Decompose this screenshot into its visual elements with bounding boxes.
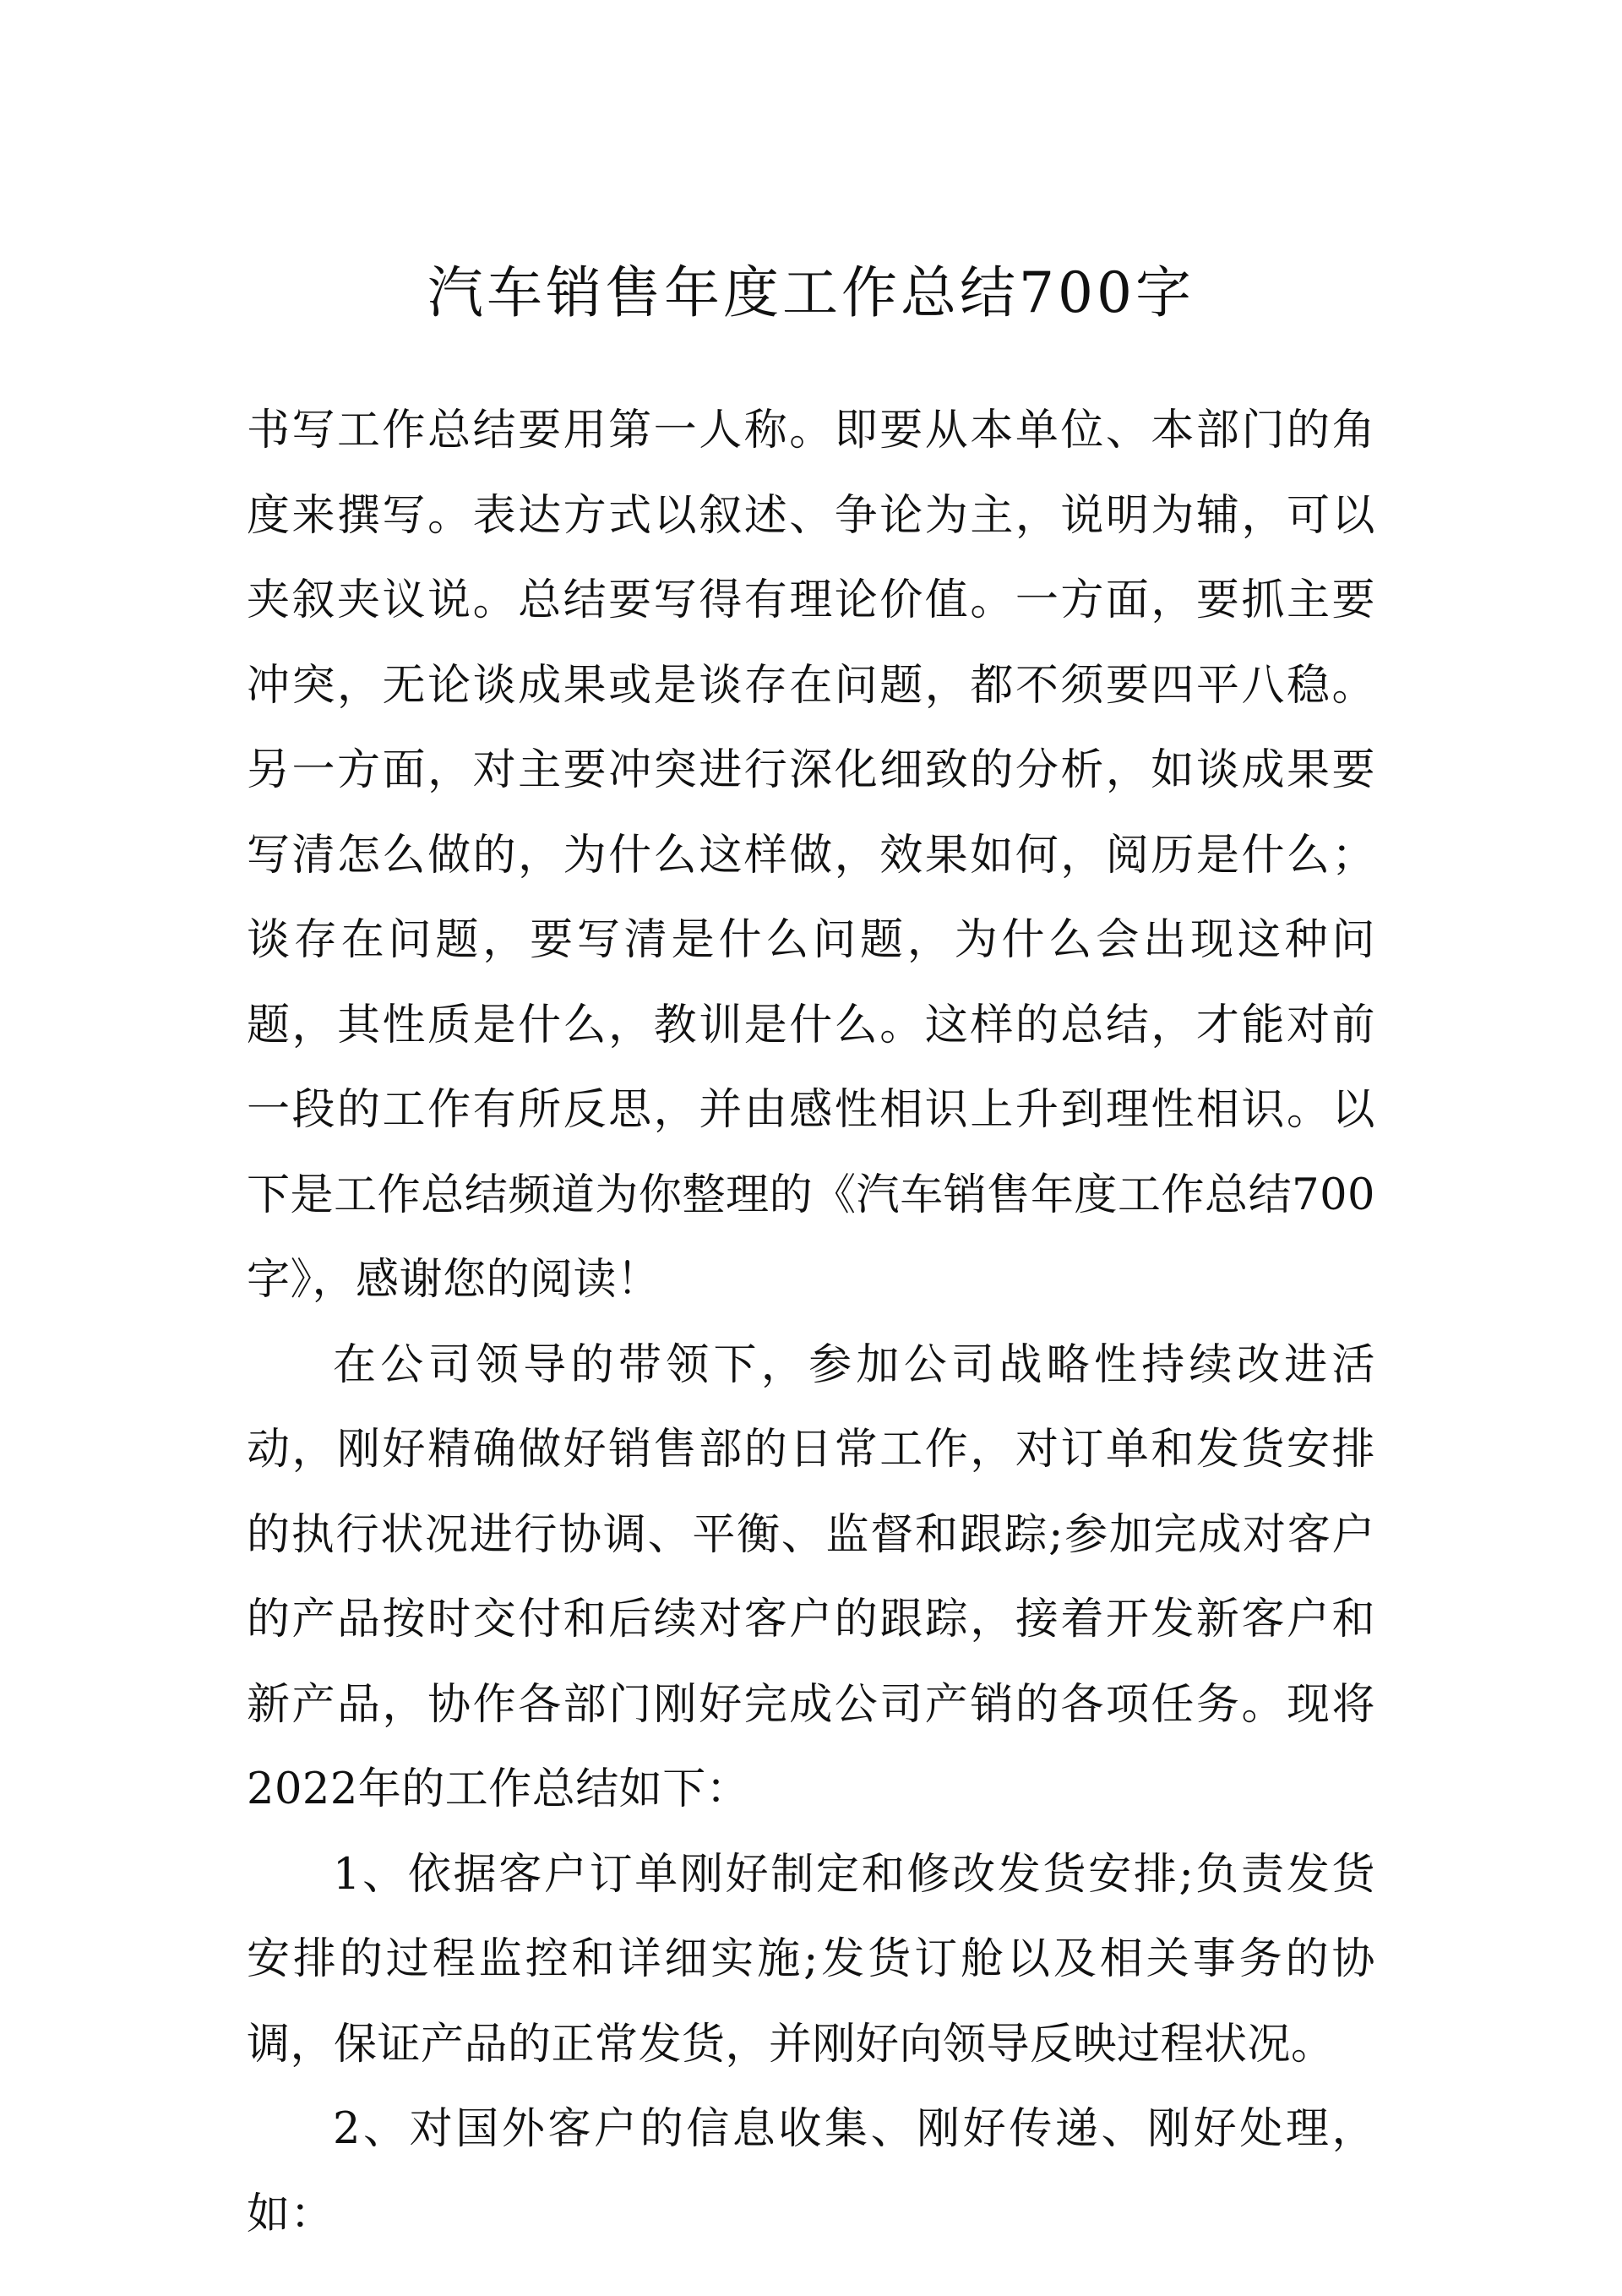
paragraph-item-1: 1、依据客户订单刚好制定和修改发货安排;负责发货安排的过程监控和详细实施;发货订舱以及相关事务的协调，保证产品的正常发货，并刚好向领导反映过程状况。 — [247, 1849, 1375, 2070]
paragraph-intro: 书写工作总结要用第一人称。即要从本单位、本部门的角度来撰写。表达方式以叙述、争论为主，说明为辅，可以夹叙夹议说。总结要写得有理论价值。一方面，要抓主要冲突，无论谈成果或是谈存在问题，都不须要四平八稳。另一方面，对主要冲突进行深化细致的分析，如谈成果要写清怎么做的，为什么这样做，效果如何，阅历是什么；谈存在问题，要写清是什么问题，为什么会出现这种问题，其性质是什么，教训是什么。这样的总结，才能对前一段的工作有所反思，并由感性相识上升到理性相识。以下是工作总结频道为你整理的《汽车销售年度工作总结700字》，感谢您的阅读！ — [247, 406, 1375, 1305]
document-body — [247, 389, 1375, 2257]
paragraph-item-2: 2、对国外客户的信息收集、刚好传递、刚好处理，如： — [247, 2104, 1375, 2239]
paragraph-overview: 在公司领导的带领下，参加公司战略性持续改进活动，刚好精确做好销售部的日常工作，对订单和发货安排的执行状况进行协调、平衡、监督和跟踪;参加完成对客户的产品按时交付和后续对客户的跟踪，接着开发新客户和新产品，协作各部门刚好完成公司产销的各项任务。现将2022年的工作总结如下： — [247, 1339, 1375, 1814]
document-title: 汽车销售年度工作总结700字 — [427, 260, 1195, 325]
